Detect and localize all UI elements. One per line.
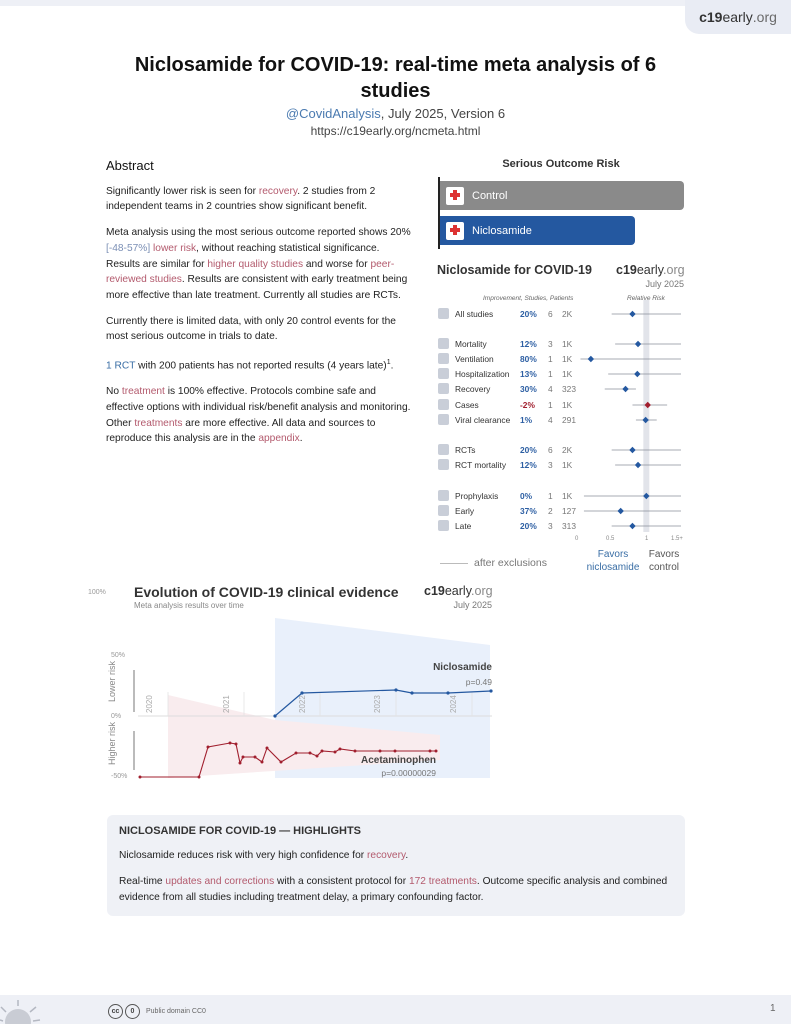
acetaminophen-point — [139, 776, 142, 779]
forest-point — [622, 386, 628, 392]
ci-text: [-48-57%] — [106, 242, 151, 254]
niclosamide-point — [394, 688, 397, 691]
forest-row-studies: 2 — [548, 506, 553, 516]
forest-row[interactable] — [438, 367, 578, 381]
forest-row-studies: 1 — [548, 354, 553, 364]
top-bar — [0, 0, 791, 6]
page-title: Niclosamide for COVID-19: real-time meta analysis of 6 studies — [134, 54, 657, 102]
forest-row[interactable] — [438, 382, 578, 396]
cc-icon: cc — [108, 1004, 123, 1019]
year-2020: 2020 — [145, 695, 154, 713]
forest-row-label: Recovery — [455, 384, 491, 394]
forest-row-studies: 4 — [548, 384, 553, 394]
forest-row-patients: 127 — [562, 506, 576, 516]
acetaminophen-point — [321, 750, 324, 753]
forest-row-improvement: 0% — [520, 491, 533, 501]
forest-row-patients: 1K — [562, 339, 573, 349]
year-2023: 2023 — [373, 695, 382, 713]
tick-15: 1.5+ — [671, 536, 683, 542]
niclosamide-p-value: p=0.49 — [465, 677, 492, 687]
updates-link[interactable]: updates and corrections — [165, 876, 275, 887]
highlights-box — [107, 815, 685, 916]
forest-row-patients: 1K — [562, 491, 573, 501]
forest-row[interactable] — [438, 352, 578, 366]
niclosamide-point — [489, 689, 492, 692]
hospital-icon — [446, 222, 464, 240]
tick-0: 0 — [575, 536, 579, 542]
forest-row-improvement: 20% — [520, 521, 537, 531]
forest-row-label: Mortality — [455, 339, 487, 349]
forest-point — [617, 508, 623, 514]
forest-row[interactable] — [438, 398, 578, 412]
abstract-p4: 1 RCT with 200 patients has not reported results (4 years late)$^1$. — [106, 359, 394, 372]
favors-control: Favors control — [648, 549, 680, 573]
forest-date: July 2025 — [645, 279, 684, 289]
niclosamide-point — [410, 691, 413, 694]
lower-risk-link[interactable]: lower risk — [153, 242, 197, 254]
forest-row[interactable] — [438, 504, 578, 518]
forest-row-patients: 1K — [562, 369, 573, 379]
highlights-heading: NICLOSAMIDE FOR COVID-19 — HIGHLIGHTS — [119, 825, 362, 837]
footnote-ref[interactable]: 1 — [386, 359, 391, 367]
forest-row-label: RCT mortality — [455, 460, 507, 470]
forest-point — [634, 371, 640, 377]
year-2021: 2021 — [222, 695, 231, 713]
byline — [0, 106, 791, 121]
abstract-p5: No treatment is 100% effective. Protocols combine safe and effective options with individual risk/benefit analysis and monitoring. Other treatments are more effective. All data and sources to reproduce this analysis are in the appendix. — [106, 386, 411, 445]
logo-tld: .org — [752, 9, 777, 25]
forest-row-patients: 2K — [562, 445, 573, 455]
acetaminophen-series-label: Acetaminophen — [360, 755, 436, 766]
forest-point — [635, 462, 641, 468]
acetaminophen-p-value: p=0.00000029 — [381, 768, 436, 778]
forest-row-improvement: 20% — [520, 445, 537, 455]
forest-row-improvement: 13% — [520, 369, 537, 379]
highlights-p1: Niclosamide reduces risk with very high confidence for recovery. — [119, 850, 409, 861]
evolution-chart — [106, 590, 496, 790]
higher-risk-label: Higher risk — [107, 721, 117, 765]
forest-row-patients: 1K — [562, 354, 573, 364]
outcome-icon — [438, 383, 449, 394]
forest-row-label: Cases — [455, 400, 479, 410]
forest-row-improvement: 1% — [520, 415, 533, 425]
abstract-heading: Abstract — [106, 158, 154, 173]
forest-row-improvement: -2% — [520, 400, 535, 410]
forest-row-patients: 323 — [562, 384, 576, 394]
serious-outcome-title: Serious Outcome Risk — [502, 158, 620, 170]
treatments-count-link[interactable]: 172 treatments — [408, 876, 477, 887]
abstract-p3: Currently there is limited data, with only 20 control events for the most serious outcome in trials to date. — [106, 315, 396, 343]
outcome-icon — [438, 520, 449, 531]
forest-row[interactable] — [438, 307, 578, 321]
treatments-link[interactable]: treatments — [134, 417, 183, 429]
author-link[interactable]: @CovidAnalysis — [285, 106, 381, 121]
forest-col-head-left: Improvement, Studies, Patients — [483, 295, 574, 302]
forest-point — [635, 341, 641, 347]
forest-row-studies: 3 — [548, 521, 553, 531]
acetaminophen-point — [339, 748, 342, 751]
evolution-date: July 2025 — [453, 600, 492, 610]
higher-quality-link[interactable]: higher quality studies — [207, 258, 304, 270]
page-url[interactable]: https://c19early.org/ncmeta.html — [310, 124, 481, 138]
page-number: 1 — [770, 1003, 776, 1014]
y-label-0: 0% — [111, 713, 122, 720]
forest-row-improvement: 30% — [520, 384, 537, 394]
forest-row-improvement: 12% — [520, 460, 537, 470]
evolution-subtitle: Meta analysis results over time — [134, 601, 244, 610]
outcome-icon — [438, 353, 449, 364]
y-label-100: 100% — [88, 589, 106, 596]
forest-row-studies: 1 — [548, 369, 553, 379]
forest-row-patients: 1K — [562, 460, 573, 470]
forest-row-improvement: 80% — [520, 354, 537, 364]
forest-row-studies: 3 — [548, 339, 553, 349]
tick-1: 1 — [645, 536, 649, 542]
forest-logo: c19early.org — [616, 263, 685, 277]
forest-row-label: Hospitalization — [455, 369, 510, 379]
acetaminophen-point — [394, 750, 397, 753]
forest-point — [629, 447, 635, 453]
forest-row-improvement: 12% — [520, 339, 537, 349]
acetaminophen-point — [354, 750, 357, 753]
forest-row-label: Early — [455, 506, 475, 516]
license-text: Public domain CC0 — [146, 1008, 206, 1015]
logo-bold: c19 — [699, 9, 723, 25]
forest-row-improvement: 20% — [520, 309, 537, 319]
abstract — [106, 158, 412, 457]
highlights-recovery-link[interactable]: recovery — [367, 850, 406, 861]
forest-row-patients: 1K — [562, 400, 573, 410]
acetaminophen-point — [435, 750, 438, 753]
control-bar-label: Control — [472, 189, 508, 202]
tick-05: 0.5 — [606, 536, 615, 542]
forest-point — [629, 311, 635, 317]
forest-row-label: RCTs — [455, 445, 476, 455]
forest-row[interactable] — [438, 489, 578, 503]
abstract-p2: Meta analysis using the most serious outcome reported shows 20% [-48-57%] lower risk, without reaching statistical significance. Results are similar for higher quality studies and worse for peer-reviewed studies. Results are consistent with early treatment being more effective than late treatment. Currently all studies are RCTs. — [106, 227, 411, 301]
forest-row-label: Late — [455, 521, 472, 531]
outcome-icon — [438, 368, 449, 379]
recovery-link[interactable]: recovery — [258, 185, 298, 197]
forest-row-studies: 6 — [548, 445, 553, 455]
acetaminophen-point — [334, 751, 337, 754]
acetaminophen-point — [198, 776, 201, 779]
abstract-p1: Significantly lower risk is seen for recovery. 2 studies from 2 independent teams in 2 countries show significant benefit. — [106, 185, 376, 213]
site-logo[interactable] — [685, 0, 791, 34]
appendix-link[interactable]: appendix — [258, 433, 300, 445]
acetaminophen-point — [239, 762, 242, 765]
forest-point — [629, 523, 635, 529]
acetaminophen-point — [229, 742, 232, 745]
virus-icon — [0, 994, 46, 1024]
forest-row-label: All studies — [455, 309, 494, 319]
control-bar — [440, 181, 684, 210]
y-label-50: 50% — [111, 652, 126, 659]
evolution-logo: c19early.org — [424, 584, 493, 598]
forest-row-label: Ventilation — [455, 354, 494, 364]
forest-point — [588, 356, 594, 362]
outcome-icon — [438, 399, 449, 410]
forest-row-label: Prophylaxis — [455, 491, 499, 501]
favors-niclosamide: Favors niclosamide — [586, 549, 640, 573]
peer-reviewed-link[interactable]: peer-reviewed studies — [106, 258, 395, 286]
acetaminophen-point — [242, 756, 245, 759]
acetaminophen-point — [316, 755, 319, 758]
outcome-icon — [438, 444, 449, 455]
niclosamide-bar-label: Niclosamide — [472, 224, 532, 237]
acetaminophen-point — [261, 761, 264, 764]
outcome-icon — [438, 459, 449, 470]
lower-risk-label: Lower risk — [107, 660, 117, 702]
year-2022: 2022 — [298, 695, 307, 713]
niclosamide-bar — [440, 216, 635, 245]
forest-row-studies: 6 — [548, 309, 553, 319]
forest-row-studies: 3 — [548, 460, 553, 470]
outcome-icon — [438, 490, 449, 501]
forest-row[interactable] — [438, 519, 578, 533]
outcome-icon — [438, 338, 449, 349]
forest-row-label: Viral clearance — [455, 415, 511, 425]
acetaminophen-point — [207, 746, 210, 749]
acetaminophen-point — [266, 747, 269, 750]
hospital-icon — [446, 187, 464, 205]
license[interactable] — [108, 1004, 206, 1019]
acetaminophen-point — [280, 761, 283, 764]
forest-row-patients: 2K — [562, 309, 573, 319]
after-exclusions-legend: after exclusions — [440, 557, 547, 569]
forest-row-improvement: 37% — [520, 506, 537, 516]
byline-date: , July 2025, Version 6 — [380, 106, 506, 121]
year-2024: 2024 — [449, 695, 458, 713]
treatment-link[interactable]: treatment — [121, 386, 165, 398]
acetaminophen-point — [235, 743, 238, 746]
forest-row[interactable] — [438, 443, 578, 457]
acetaminophen-point — [309, 752, 312, 755]
forest-plot-marks — [577, 300, 689, 536]
outcome-icon — [438, 308, 449, 319]
acetaminophen-point — [295, 752, 298, 755]
outcome-icon — [438, 414, 449, 425]
outcome-icon — [438, 505, 449, 516]
acetaminophen-point — [429, 750, 432, 753]
rct-link[interactable]: 1 RCT — [106, 360, 136, 372]
forest-row-studies: 1 — [548, 491, 553, 501]
niclosamide-series-label: Niclosamide — [433, 662, 492, 673]
acetaminophen-point — [379, 750, 382, 753]
forest-row-studies: 1 — [548, 400, 553, 410]
forest-row-studies: 4 — [548, 415, 553, 425]
forest-col-head-right: Relative Risk — [627, 295, 665, 302]
forest-row[interactable] — [438, 413, 578, 427]
forest-title: Niclosamide for COVID-19 — [437, 263, 592, 277]
acetaminophen-point — [254, 756, 257, 759]
forest-row[interactable] — [438, 337, 578, 351]
forest-row[interactable] — [438, 458, 578, 472]
highlights-p2: Real-time updates and corrections with a consistent protocol for 172 treatments. Outcome specific analysis and combined evidence from all studies including treatment delay, a primary confounding factor. — [119, 876, 668, 903]
niclosamide-point — [273, 714, 276, 717]
y-label-neg50: -50% — [111, 773, 128, 780]
forest-row-patients: 313 — [562, 521, 576, 531]
evolution-title: Evolution of COVID-19 clinical evidence — [134, 584, 399, 600]
forest-row-patients: 291 — [562, 415, 576, 425]
zero-icon: 0 — [125, 1004, 140, 1019]
logo-rest: early — [722, 9, 753, 25]
